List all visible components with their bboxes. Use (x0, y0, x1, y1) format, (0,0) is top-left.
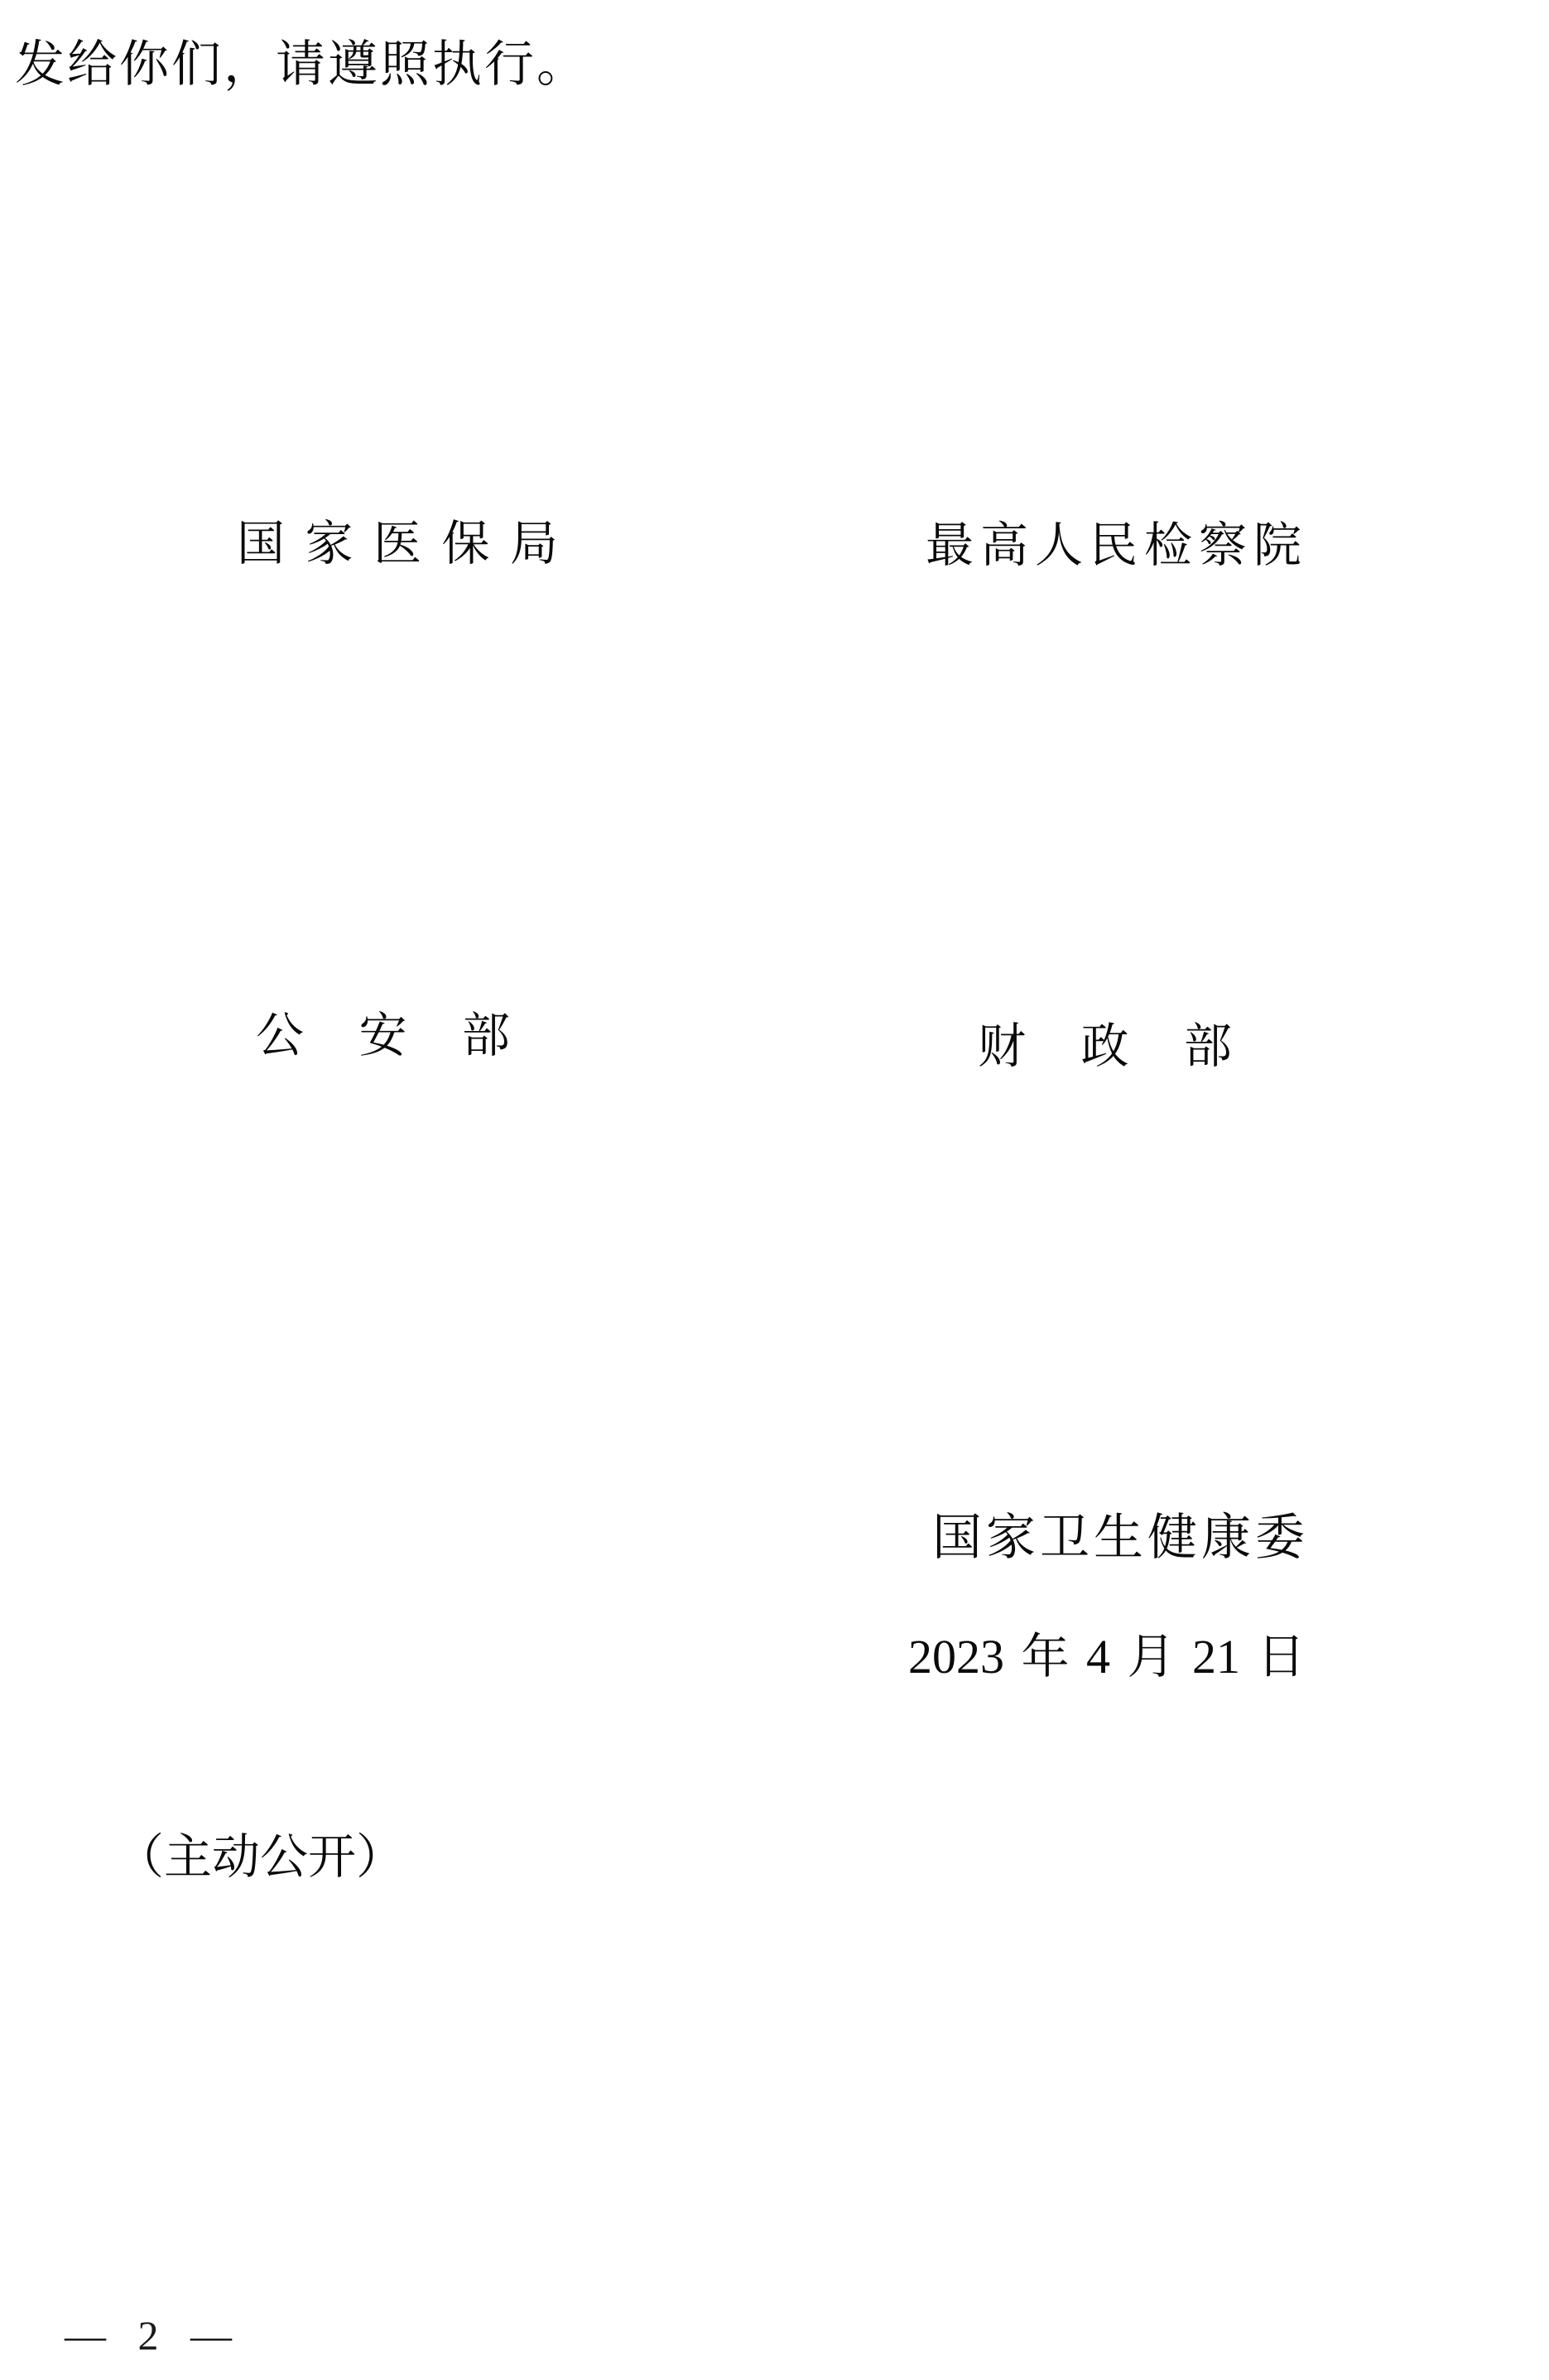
closing-instruction-line: 发给你们，请遵照执行。 (15, 37, 589, 92)
page-number: — 2 — (65, 2312, 232, 2358)
signature-date: 2023 年 4 月 21 日 (908, 1630, 1306, 1684)
signatory-supreme-peoples-procuratorate: 最高人民检察院 (926, 518, 1309, 572)
disclosure-note: （主动公开） (116, 1830, 405, 1884)
signature-agency-national-health-commission: 国家卫生健康委 (932, 1510, 1309, 1565)
signatory-national-healthcare-security-administration: 国 家 医 保 局 (237, 517, 559, 571)
signatory-ministry-of-finance: 财 政 部 (978, 1019, 1233, 1073)
signatory-ministry-of-public-security: 公 安 部 (256, 1009, 511, 1062)
